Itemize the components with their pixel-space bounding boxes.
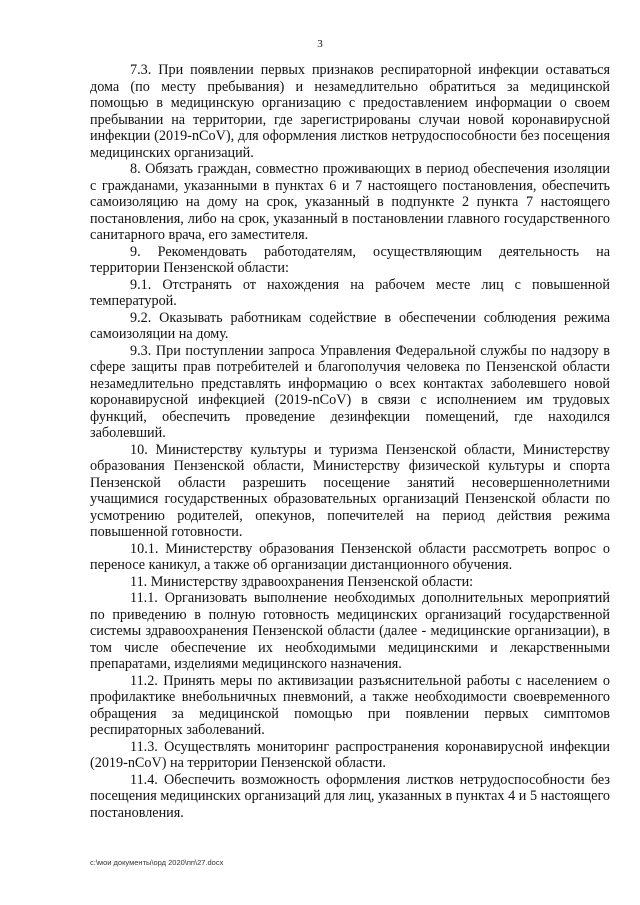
paragraph-10-1: 10.1. Министерству образования Пензенской области рассмотреть вопрос о переносе каникул, а также об организации дистанционного обучения. — [90, 540, 610, 573]
paragraph-7-3: 7.3. При появлении первых признаков респираторной инфекции оставаться дома (по месту пребывания) и незамедлительно обратиться за медицинской помощью в медицинскую организацию с предоставлением информации о своем пребывании на территории, где зарегистрированы случаи новой коронавирусной инфекции (2019-nCoV), для оформления листков нетрудоспособности без посещения медицинских организаций. — [90, 62, 610, 161]
paragraph-10: 10. Министерству культуры и туризма Пензенской области, Министерству образования Пензенской области, Министерству физической культуры и спорта Пензенской области разрешить посещение занятий несовершеннолетними учащимися государственных образовательных организаций Пензенской области по усмотрению родителей, опекунов, попечителей на период действия режима повышенной готовности. — [90, 441, 610, 540]
page-number: 3 — [317, 38, 323, 50]
paragraph-9-2: 9.2. Оказывать работникам содействие в обеспечении соблюдения режима самоизоляции на дому. — [90, 309, 610, 342]
paragraph-9-1: 9.1. Отстранять от нахождения на рабочем месте лиц с повышенной температурой. — [90, 276, 610, 309]
paragraph-11-2: 11.2. Принять меры по активизации разъяснительной работы с населением о профилактике внебольничных пневмоний, а также необходимости своевременного обращения за медицинской помощью при появлении первых симптомов респираторных заболеваний. — [90, 672, 610, 738]
document-body — [90, 62, 610, 821]
paragraph-11-4: 11.4. Обеспечить возможность оформления листков нетрудоспособности без посещения медицинских организаций для лиц, указанных в пунктах 4 и 5 настоящего постановления. — [90, 771, 610, 821]
paragraph-9-3: 9.3. При поступлении запроса Управления Федеральной службы по надзору в сфере защиты прав потребителей и благополучия человека по Пензенской области незамедлительно представлять информацию о всех контактах заболевшего новой коронавирусной инфекцией (2019-nCoV) в связи с исполнением им трудовых функций, обеспечить проведение дезинфекции помещений, где находился заболевший. — [90, 342, 610, 441]
file-path-footer: c:\мои документы\орд 2020\пп\27.docx — [90, 858, 224, 867]
paragraph-9: 9. Рекомендовать работодателям, осуществляющим деятельность на территории Пензенской области: — [90, 243, 610, 276]
paragraph-11-3: 11.3. Осуществлять мониторинг распространения коронавирусной инфекции (2019-nCoV) на территории Пензенской области. — [90, 738, 610, 771]
paragraph-8: 8. Обязать граждан, совместно проживающих в период обеспечения изоляции с гражданами, указанными в пунктах 6 и 7 настоящего постановления, обеспечить самоизоляцию на дому на срок, указанный в подпункте 2 пункта 7 настоящего постановления, либо на срок, указанный в постановлении главного государственного санитарного врача, его заместителя. — [90, 161, 610, 243]
paragraph-11-1: 11.1. Организовать выполнение необходимых дополнительных мероприятий по приведению в полную готовность медицинских организаций государственной системы здравоохранения Пензенской области (далее - медицинские организации), в том числе обеспечение их необходимыми медицинскими и лекарственными препаратами, изделиями медицинского назначения. — [90, 590, 610, 672]
paragraph-11: 11. Министерству здравоохранения Пензенской области: — [130, 573, 474, 590]
